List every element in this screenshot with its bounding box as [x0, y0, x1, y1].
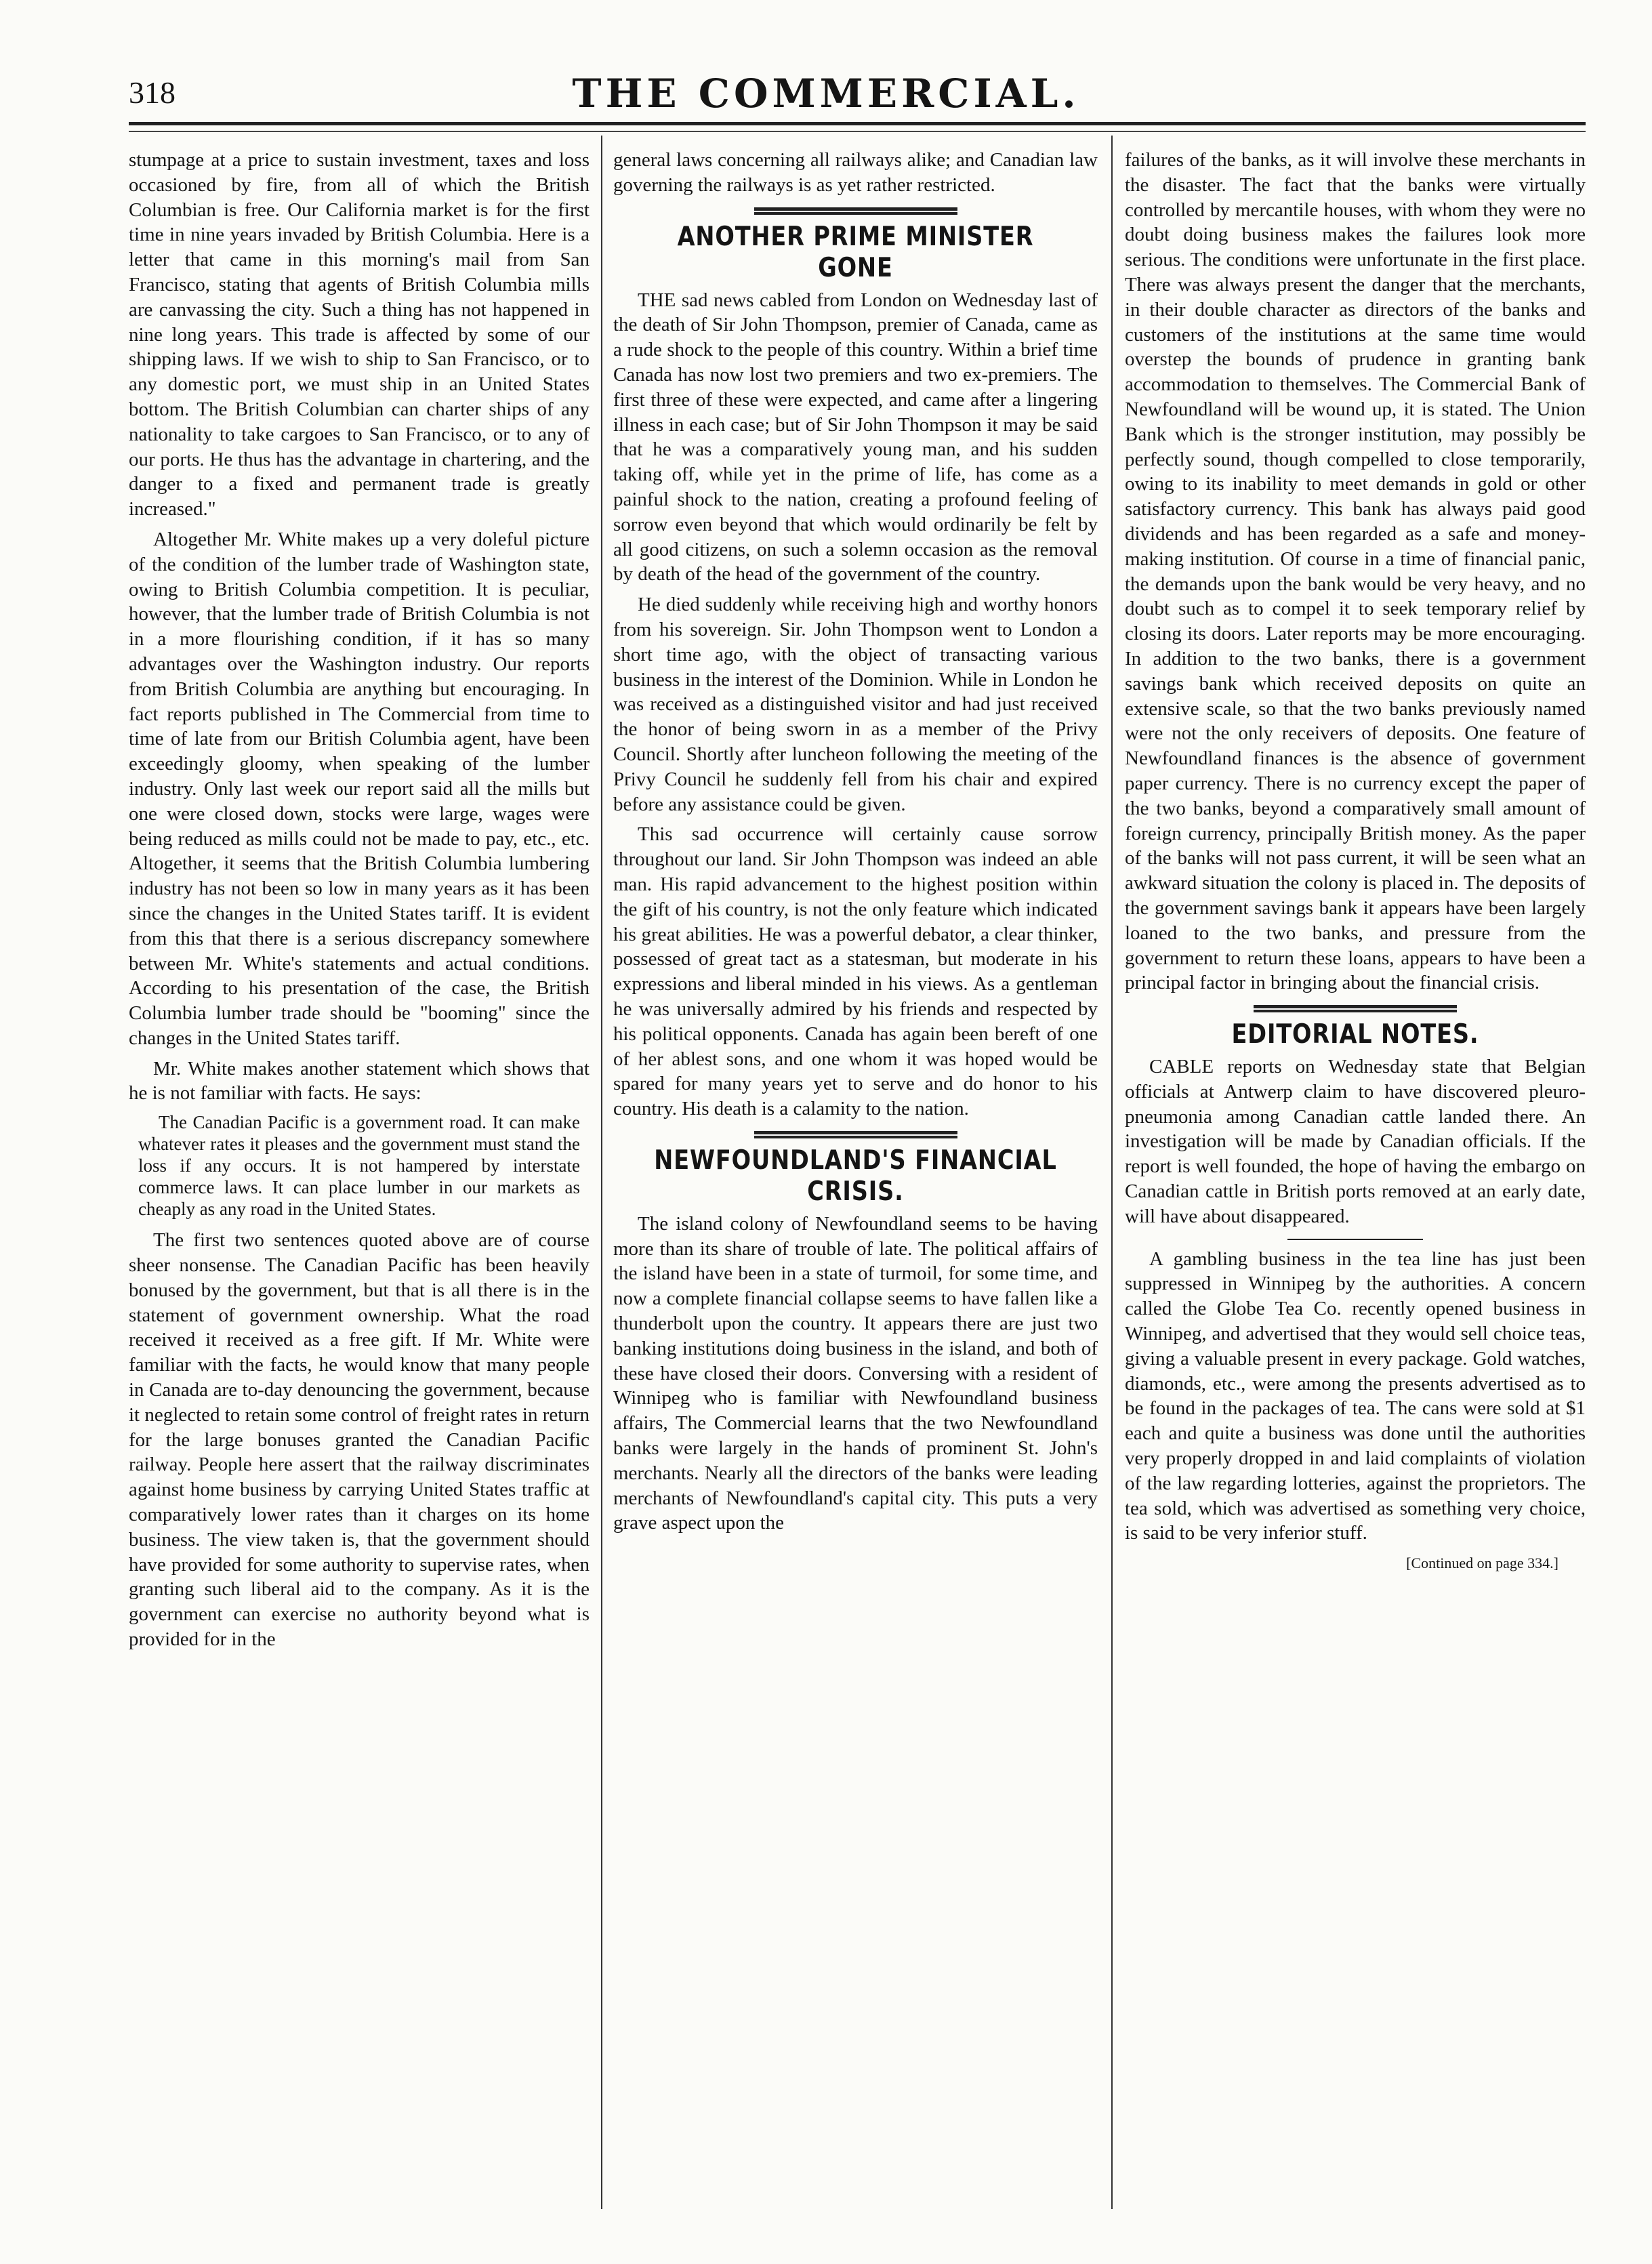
masthead-title: THE COMMERCIAL.	[572, 70, 1080, 117]
headline-prime-minister: ANOTHER PRIME MINISTER GONE	[677, 221, 1034, 283]
article-paragraph: THE sad news cabled from London on Wednesday last of the death of Sir John Thompson, premier of Canada, came as a rude shock to the people of this country. Within a brief time Canada has now lost two premiers and two ex-premiers. The first three of these were expected, and came after a lingering illness in each case; but of Sir John Thompson it may be said that he was a comparatively young man, and his sudden taking off, while yet in the prime of life, has come as a painful shock to the nation, creating a profound feeling of sorrow even beyond that which would ordinarily be felt by all good citizens, on such a solemn occasion as the removal by death of the head of the government of the country.	[613, 289, 1098, 585]
article-paragraph: Altogether Mr. White makes up a very doleful picture of the condition of the lumber trade of Washington state, owing to British Columbia competition. It is peculiar, however, that the lumber trade of British Columbia is not in a more flourishing condition, if it has so many advantages over the Washington industry. Our reports from British Columbia are anything but encouraging. In fact reports published in The Commercial from time to time of late from our British Columbia agent, have been exceedingly gloomy, when speaking of the lumber industry. Only last week our report said all the mills but one were closed down, stocks were large, wages were being reduced as mills could not be made to pay, etc., etc. Altogether, it seems that the British Columbia lumbering industry has not been so low in many years as it has been since the changes in the United States tariff. It is evident from this that there is a serious discrepancy somewhere between Mr. White's statements and actual conditions. According to his presentation of the case, the British Columbia lumber trade should be "booming" since the changes in the United States tariff.	[129, 528, 590, 1049]
page-number: 318	[129, 75, 175, 110]
article-paragraph: The first two sentences quoted above are of course sheer nonsense. The Canadian Pacific has been heavily bonused by the government, but that is all there is in the statement of government ownership. What the road received it received as a free gift. If Mr. White were familiar with the facts, he would know that many people in Canada are to-day denouncing the government, because it neglected to retain some control of freight rates in return for the large bonuses granted the Canadian Pacific railway. People here assert that the railway discriminates against home business by carrying United States traffic at comparatively lower rates than it charges on its home business. The view taken is, that the government should have provided for some authority to supervise rates, when granting such liberal aid to the company. As it is the government can exercise no authority beyond what is provided for in the	[129, 1229, 590, 1651]
article-paragraph: CABLE reports on Wednesday state that Belgian officials at Antwerp claim to have discovered pleuro-pneumonia among Canadian cattle landed there. An investigation will be made by Canadian officials. If the report is well founded, the hope of having the embargo on Canadian cattle in British ports removed at an early date, will have about disappeared.	[1125, 1056, 1586, 1227]
headline-newfoundland: NEWFOUNDLAND'S FINANCIAL CRISIS.	[654, 1145, 1057, 1207]
article-paragraph: Mr. White makes another statement which shows that he is not familiar with facts. He says:	[129, 1057, 590, 1105]
section-divider	[1254, 1005, 1457, 1010]
block-quote: The Canadian Pacific is a government road. It can make whatever rates it pleases and the government must stand the loss if any occurs. It is not hampered by interstate commerce laws. It can place lumber in our markets as cheaply as any road in the United States.	[138, 1112, 580, 1220]
continued-note: [Continued on page 334.]	[1406, 1555, 1558, 1572]
header-rule-thick	[129, 122, 1586, 125]
column-2	[613, 148, 1098, 2201]
article-paragraph: failures of the banks, as it will involve these merchants in the disaster. The fact that the banks were virtually controlled by mercantile houses, with whom they were no doubt doing business makes the failures look more serious. The conditions were unfortunate in the first place. There was always present the danger that the merchants, in their double character as directors of the banks and customers of the institutions at the same time would overstep the bounds of prudence in granting bank accommodation to themselves. The Commercial Bank of Newfoundland will be wound up, it is stated. The Union Bank which is the stronger institution, may possibly be perfectly sound, though compelled to close temporarily, owing to its inability to meet demands in gold or other satisfactory currency. This bank has always paid good dividends and has been regarded as a safe and money-making institution. Of course in a time of financial panic, the demands upon the bank would be very heavy, and no doubt such as to compel it to seek temporary relief by closing its doors. Later reports may be more encouraging. In addition to the two banks, there is a government savings bank which received deposits on quite an extensive scale, so that the two banks previously named were not the only receivers of deposits. One feature of Newfoundland finances is the absence of government paper currency. There is no currency except the paper of the two banks, beyond a comparatively small amount of foreign currency, principally British money. As the paper of the banks will not pass current, it will be seen what an awkward situation the colony is placed in. The deposits of the government savings bank it appears have been largely loaned to the two banks, and pressure from the government to return these loans, appears to have been a principal factor in bringing about the financial crisis.	[1125, 149, 1586, 994]
section-divider	[1287, 1239, 1423, 1241]
article-paragraph: general laws concerning all railways alike; and Canadian law governing the railways is as yet rather restricted.	[613, 149, 1098, 196]
article-paragraph: A gambling business in the tea line has just been suppressed in Winnipeg by the authorities. A concern called the Globe Tea Co. recently opened business in Winnipeg, and advertised that they would sell choice teas, giving a valuable present in every package. Gold watches, diamonds, etc., were among the presents advertised as to be found in the packages of tea. The cans were sold at $1 each and quite a business was done until the authorities very properly dropped in and laid complaints of violation of the law regarding lotteries, against the proprietors. The tea sold, which was advertised as something very choice, is said to be very inferior stuff.	[1125, 1248, 1586, 1544]
article-paragraph: The island colony of Newfoundland seems to be having more than its share of trouble of late. The political affairs of the island have been in a state of turmoil, for some time, and now a complete financial collapse seems to have fallen like a thunderbolt upon the country. It appears there are just two banking institutions doing business in the island, and both of these have closed their doors. Conversing with a resident of Winnipeg who is familiar with Newfoundland business affairs, The Commercial learns that the two Newfoundland banks were largely in the hands of prominent St. John's merchants. Nearly all the directors of the banks were leading merchants of Newfoundland's capital city. This puts a very grave aspect upon the	[613, 1212, 1098, 1534]
article-paragraph: stumpage at a price to sustain investment, taxes and loss occasioned by fire, from all of which the British Columbian is free. Our California market is for the first time in nine years invaded by British Columbia. Here is a letter that came in this morning's mail from San Francisco, stating that agents of British Columbia mills are canvassing the city. Such a thing has not happened in nine long years. This trade is affected by some of our shipping laws. If we wish to ship to San Francisco, or to any domestic port, we must ship in an United States bottom. The British Columbian can charter ships of any nationality to take cargoes to San Francisco, or to any of our ports. He thus has the advantage in chartering, and the danger to a fixed and permanent trade is greatly increased."	[129, 149, 590, 520]
column-3	[1125, 148, 1586, 2201]
page-header	[0, 70, 1652, 122]
article-paragraph: He died suddenly while receiving high and worthy honors from his sovereign. Sir. John Thompson went to London a short time ago, with the object of transacting various business in the interest of the Dominion. While in London he was received as a distinguished visitor and had just received the honor of being sworn in as a member of the Privy Council. Shortly after luncheon following the meeting of the Privy Council he suddenly fell from his chair and expired before any assistance could be given.	[613, 594, 1098, 815]
header-rule-thin	[129, 131, 1586, 132]
column-divider	[1111, 136, 1113, 2209]
headline-editorial-notes: EDITORIAL NOTES.	[1231, 1019, 1479, 1050]
section-divider	[754, 1131, 957, 1136]
column-1	[129, 148, 590, 2201]
article-paragraph: This sad occurrence will certainly cause sorrow throughout our land. Sir John Thompson was indeed an able man. His rapid advancement to the highest position within the gift of his country, is not the only feature which indicated his great abilities. He was a powerful debator, a clear thinker, possessed of great tact as a statesman, but moderate in his expressions and liberal minded in his views. As a gentleman he was universally admired by his friends and respected by his political opponents. Canada has again been bereft of one of her ablest sons, and one whom it was hoped would be spared for many years yet to serve and do honor to his country. His death is a calamity to the nation.	[613, 823, 1098, 1120]
section-divider	[754, 207, 957, 212]
column-divider	[601, 136, 602, 2209]
